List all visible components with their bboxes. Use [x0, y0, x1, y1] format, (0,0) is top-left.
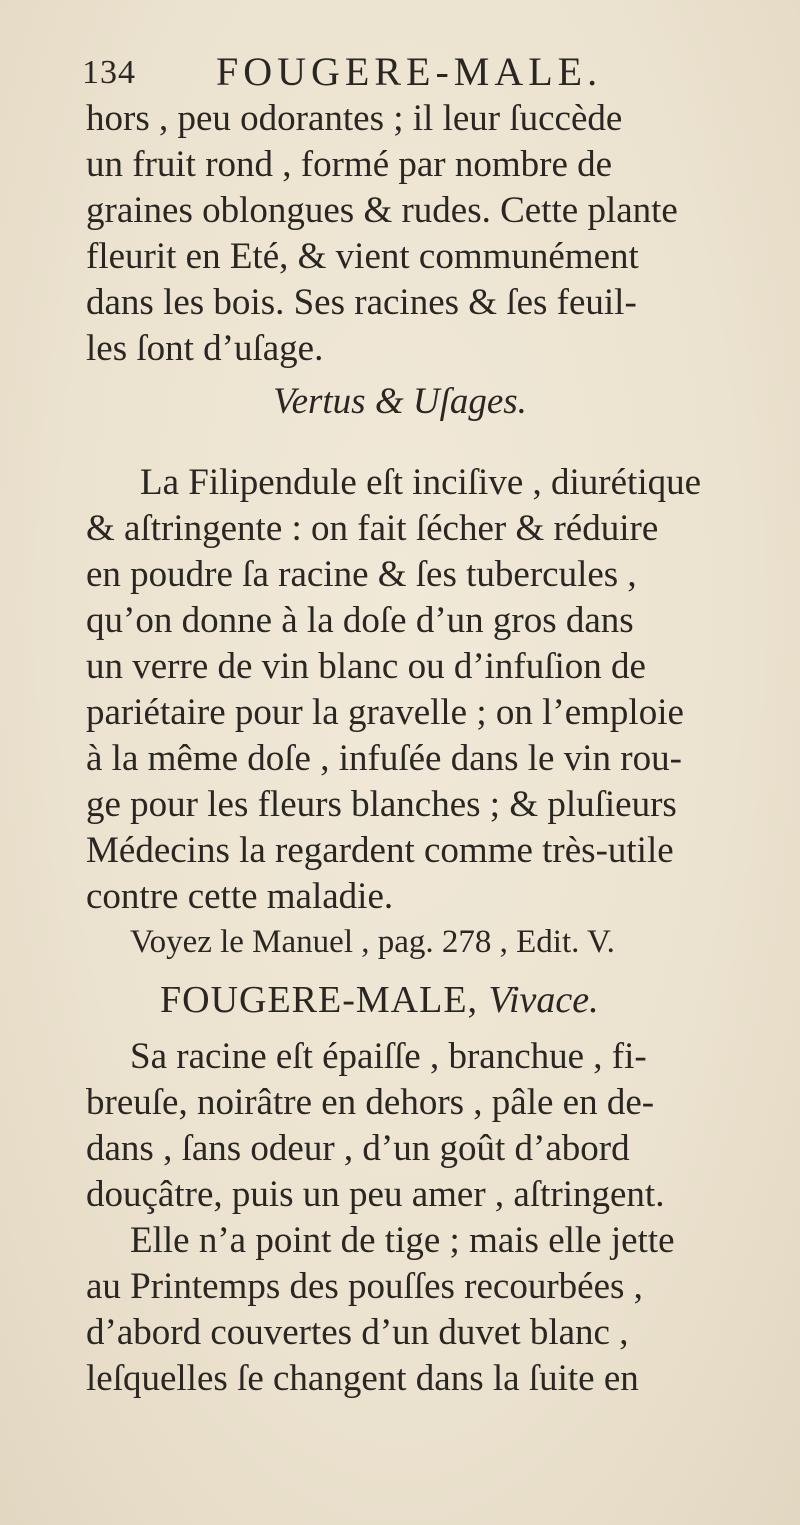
text-line: un verre de vin blanc ou d’infuſion de — [86, 646, 646, 687]
text-line: pariétaire pour la gravelle ; on l’emploie — [86, 692, 684, 733]
text-line: Médecins la regardent comme très-utile — [86, 830, 674, 871]
section-title-qualifier: Vivace. — [488, 979, 599, 1021]
text-line: hors , peu odorantes ; il leur ſuccède — [86, 98, 623, 139]
text-line: les ſont d’uſage. — [86, 328, 324, 369]
section-title-name: FOUGERE-MALE, — [160, 979, 479, 1021]
section-title — [160, 978, 599, 1022]
reference-note: Voyez le Manuel , pag. 278 , Edit. V. — [130, 924, 615, 960]
text-line: un fruit rond , formé par nombre de — [86, 144, 613, 185]
text-line: Sa racine eſt épaiſſe , branchue , fi- — [130, 1036, 647, 1077]
text-line: à la même doſe , infuſée dans le vin rou- — [86, 738, 682, 779]
text-line: dans les bois. Ses racines & ſes feuil- — [86, 282, 637, 323]
text-line: fleurit en Eté, & vient communément — [86, 236, 639, 277]
text-line: contre cette maladie. — [86, 876, 394, 917]
text-line: en poudre ſa racine & ſes tubercules , — [86, 554, 637, 595]
text-line: graines oblongues & rudes. Cette plante — [86, 190, 678, 231]
text-line: ge pour les fleurs blanches ; & pluſieurs — [86, 784, 677, 825]
text-line: qu’on donne à la doſe d’un gros dans — [86, 600, 634, 641]
text-line: & aſtringente : on fait ſécher & réduire — [86, 508, 659, 549]
page-number: 134 — [82, 54, 136, 91]
text-line: dans , ſans odeur , d’un goût d’abord — [86, 1128, 630, 1169]
text-line: leſquelles ſe changent dans la ſuite en — [86, 1358, 639, 1399]
text-line: breuſe, noirâtre en dehors , pâle en de- — [86, 1082, 655, 1123]
subheading-vertus-usages: Vertus & Uſages. — [273, 381, 527, 422]
text-line: La Filipendule eſt inciſive , diurétique — [140, 462, 702, 503]
text-line: Elle n’a point de tige ; mais elle jette — [130, 1220, 675, 1261]
page-header — [82, 48, 722, 94]
text-line: d’abord couvertes d’un duvet blanc , — [86, 1312, 629, 1353]
text-line: douçâtre, puis un peu amer , aſtringent. — [86, 1174, 665, 1215]
text-line: au Printemps des pouſſes recourbées , — [86, 1266, 643, 1307]
running-head: FOUGERE-MALE. — [216, 49, 603, 94]
